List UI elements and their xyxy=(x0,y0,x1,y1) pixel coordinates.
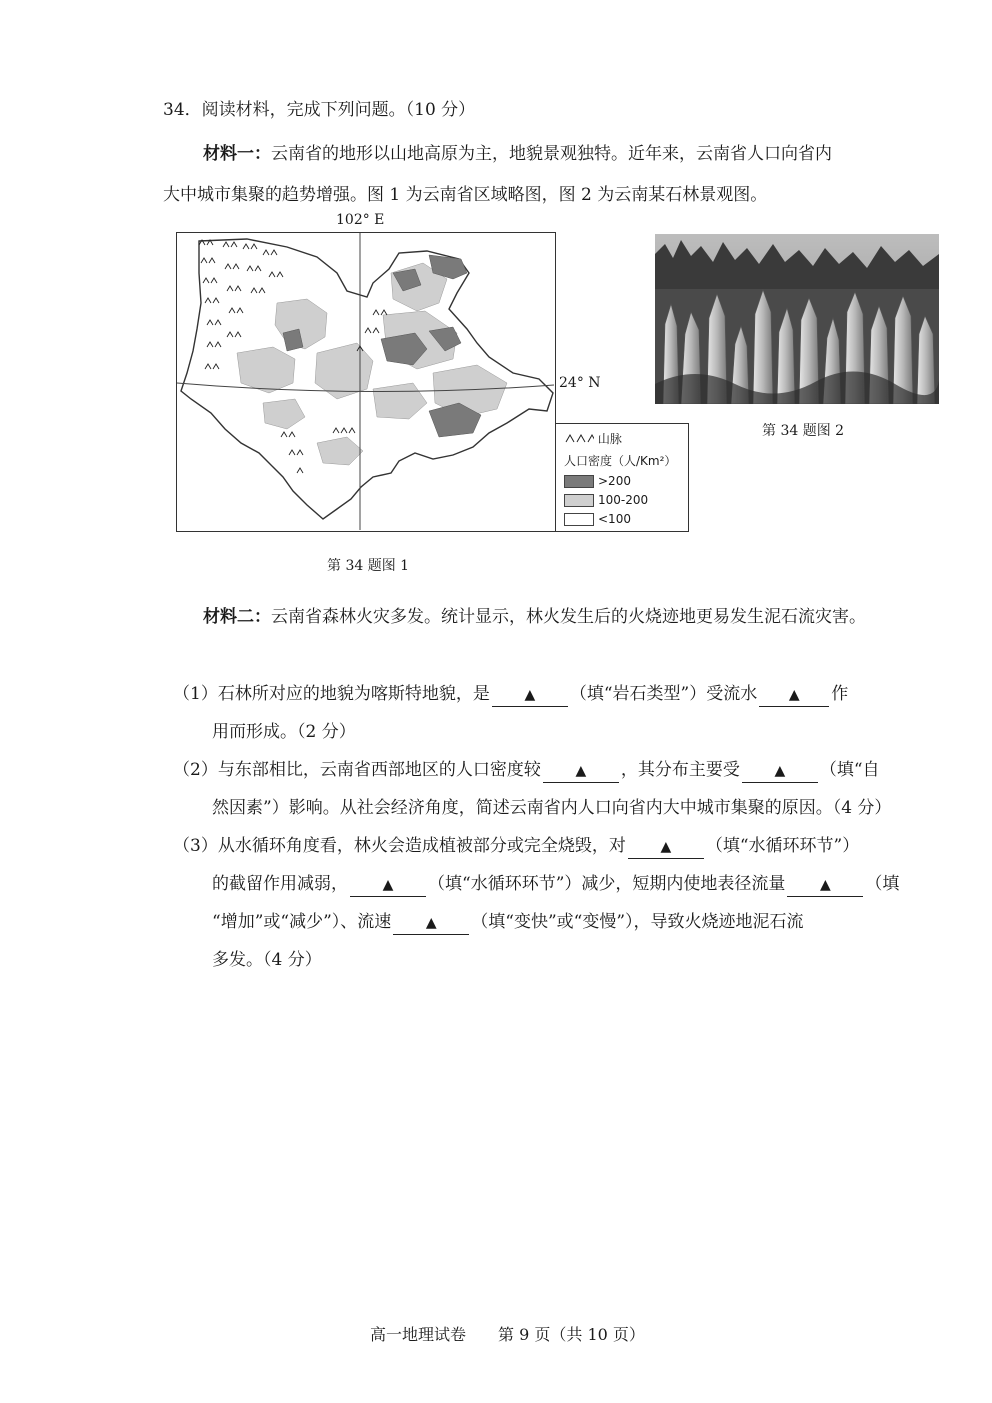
q1-text-b: （填“岩石类型”）受流水 xyxy=(569,684,758,704)
q3-line1 xyxy=(173,833,859,859)
legend-high xyxy=(564,474,631,488)
yunnan-map xyxy=(176,232,556,532)
q1-blank-rock-type[interactable] xyxy=(492,683,568,707)
q3-blank-cycle-step-2[interactable] xyxy=(350,873,426,897)
material2-label: 材料二： xyxy=(203,607,271,627)
q3-text-b: （填“水循环环节”） xyxy=(705,836,860,856)
yunnan-map-drawing xyxy=(177,233,554,530)
mountain-legend-icon xyxy=(564,433,594,443)
legend-mountain xyxy=(564,430,622,447)
material1-text1: 云南省的地形以山地高原为主，地貌景观独特。近年来，云南省人口向省内 xyxy=(271,144,832,164)
blank-marker-icon: ▲ xyxy=(425,915,437,931)
q3-text-a: （3）从水循环角度看，林火会造成植被部分或完全烧毁，对 xyxy=(173,836,626,856)
blank-marker-icon: ▲ xyxy=(788,687,800,703)
q2-blank-density[interactable] xyxy=(543,759,619,783)
stone-forest-photo xyxy=(655,234,939,404)
q2-text-b: ，其分布主要受 xyxy=(620,760,740,780)
q1-text-c: 作 xyxy=(831,684,849,704)
q3-line3 xyxy=(212,909,804,935)
material1-line1 xyxy=(203,141,832,167)
q3-text-g: （填“变快”或“变慢”），导致火烧迹地泥石流 xyxy=(471,912,804,932)
q1-line2: 用而形成。（2 分） xyxy=(212,722,356,742)
figure2-caption: 第 34 题图 2 xyxy=(762,423,845,439)
legend-low-swatch xyxy=(564,513,594,526)
q3-blank-runoff[interactable] xyxy=(787,873,863,897)
q3-line4: 多发。（4 分） xyxy=(212,950,322,970)
blank-marker-icon: ▲ xyxy=(774,763,786,779)
q2-line1 xyxy=(173,757,880,783)
legend-density-title: 人口密度（人/Km²） xyxy=(564,454,677,468)
q2-text-a: （2）与东部相比，云南省西部地区的人口密度较 xyxy=(173,760,541,780)
legend-mid-swatch xyxy=(564,494,594,507)
blank-marker-icon: ▲ xyxy=(820,877,831,893)
figure1-caption: 第 34 题图 1 xyxy=(327,558,410,574)
legend-mid xyxy=(564,493,648,507)
latitude-label: 24° N xyxy=(559,375,601,391)
stone-forest-drawing xyxy=(655,234,939,404)
q2-line2: 然因素”）影响。从社会经济角度，简述云南省内人口向省内大中城市集聚的原因。（4 分） xyxy=(212,798,892,818)
q2-blank-natural-factor[interactable] xyxy=(742,759,818,783)
legend-high-swatch xyxy=(564,475,594,488)
legend-low-label: <100 xyxy=(598,512,631,526)
q2-text-c: （填“自 xyxy=(819,760,880,780)
q1-blank-water-action[interactable] xyxy=(759,683,829,707)
material2 xyxy=(203,604,866,630)
q3-line2 xyxy=(212,871,899,897)
q3-blank-velocity[interactable] xyxy=(393,911,469,935)
blank-marker-icon: ▲ xyxy=(382,877,394,893)
legend-low xyxy=(564,512,631,526)
material1-line2: 大中城市集聚的趋势增强。图 1 为云南省区域略图，图 2 为云南某石林景观图。 xyxy=(163,185,768,205)
legend-high-label: >200 xyxy=(598,474,631,488)
longitude-label: 102° E xyxy=(336,212,385,228)
question-heading: 34．阅读材料，完成下列问题。（10 分） xyxy=(163,100,476,120)
map-legend xyxy=(556,423,689,532)
q3-text-f: “增加”或“减少”）、流速 xyxy=(212,912,392,932)
page-footer: 高一地理试卷 第 9 页（共 10 页） xyxy=(370,1325,645,1344)
q3-text-e: （填 xyxy=(865,874,900,894)
material1-label: 材料一： xyxy=(203,144,271,164)
blank-marker-icon: ▲ xyxy=(575,763,587,779)
q1-text-a: （1）石林所对应的地貌为喀斯特地貌，是 xyxy=(173,684,490,704)
q3-text-d: （填“水循环环节”）减少，短期内使地表径流量 xyxy=(428,874,786,894)
blank-marker-icon: ▲ xyxy=(524,687,536,703)
legend-mid-label: 100-200 xyxy=(598,493,649,507)
q3-text-c: 的截留作用减弱， xyxy=(212,874,348,894)
q3-blank-cycle-step-1[interactable] xyxy=(628,835,704,859)
material2-text: 云南省森林火灾多发。统计显示，林火发生后的火烧迹地更易发生泥石流灾害。 xyxy=(271,607,866,627)
legend-mountain-label: 山脉 xyxy=(597,432,622,446)
q1-line1 xyxy=(173,681,848,707)
blank-marker-icon: ▲ xyxy=(660,839,672,855)
